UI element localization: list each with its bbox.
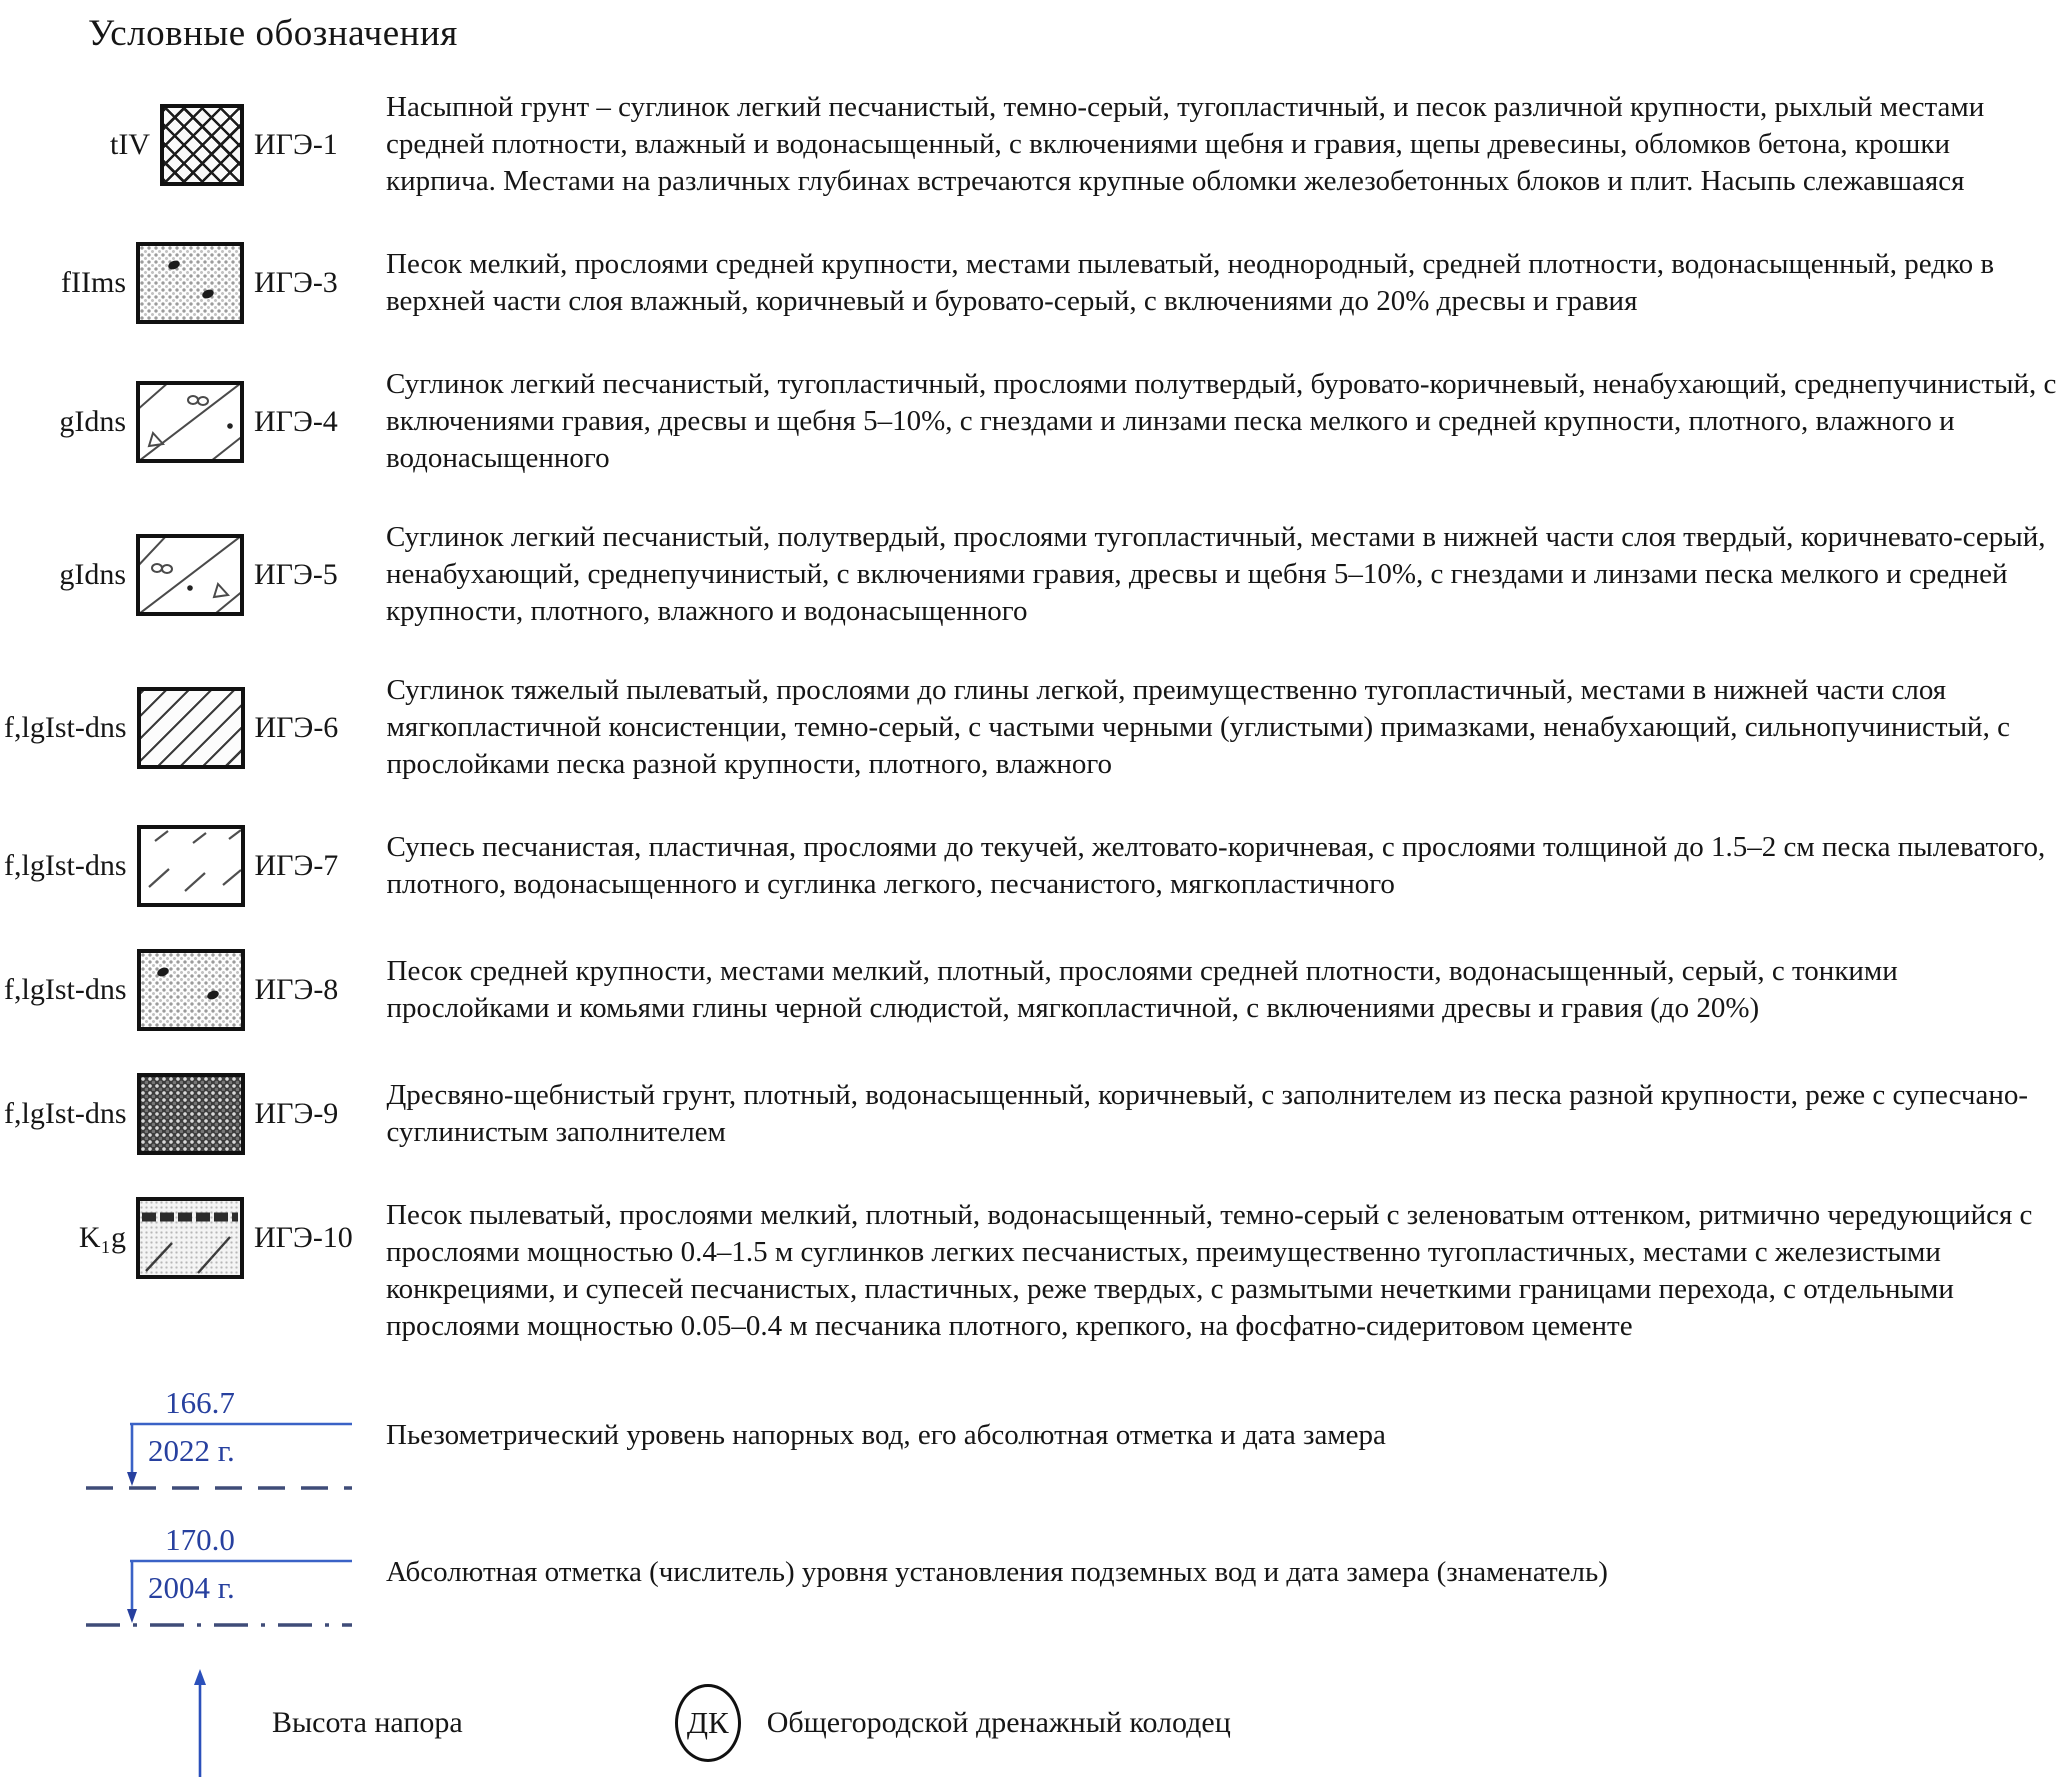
stratigraphic-code: f,lgIst-dns bbox=[4, 1097, 127, 1130]
soil-description: Суглинок тяжелый пылеватый, прослоями до глины легкой, преимущественно тугопластичный, местами в нижней части слоя мягкопластичной консистенции, темно-серый, с частыми черными (углистыми) примазками, ненабухающий, сильнопучинистый, с прослойками песка разной крупности, плотного, влажного bbox=[386, 674, 2010, 780]
ige-label: ИГЭ-8 bbox=[254, 973, 339, 1006]
soil-description: Супесь песчанистая, пластичная, прослоями до текучей, желтовато-коричневая, с прослоями толщиной до 1.5–2 см песка пылеватого, плотного, водонасыщенного и суглинка легкого, песчанистого, мягкопластичного bbox=[386, 831, 2046, 900]
soil-description: Суглинок легкий песчанистый, тугопластичный, прослоями полутвердый, буровато-коричневый, ненабухающий, среднепучинистый, с включениями гравия, дресвы и щебня 5–10%, с гнездами и линзами песка мелкого и средней крупности, плотного, влажного и водонасыщенного bbox=[386, 368, 2057, 474]
soil-swatch-loam-inclusions-icon bbox=[136, 534, 244, 616]
drain-well-icon bbox=[675, 1684, 741, 1762]
drain-well-label: Общегородской дренажный колодец bbox=[766, 1706, 1231, 1739]
soil-swatch-loam-inclusions-icon bbox=[136, 381, 244, 463]
ige-label: ИГЭ-3 bbox=[254, 266, 338, 299]
legend-entry-ige-4 bbox=[4, 366, 2062, 477]
water-elevation: 166.7 bbox=[165, 1387, 235, 1420]
water-level-entry-piezometric bbox=[4, 1387, 2062, 1506]
soil-description: Насыпной грунт – суглинок легкий песчанистый, темно-серый, тугопластичный, и песок различной крупности, рыхлый местами средней плотности, влажный и водонасыщенный, с включениями щебня и гравия, щепы древесины, обломков бетона, крошки кирпича. Местами на различных глубинах встречаются крупные обломки железобетонных блоков и плит. Насыпь слежавшаяся bbox=[386, 91, 1985, 197]
stratigraphic-code: gIdns bbox=[59, 557, 126, 591]
soil-swatch-dotted-sand-icon bbox=[136, 242, 244, 324]
legend-entry-ige-5 bbox=[4, 519, 2062, 630]
legend-entry-ige-9 bbox=[4, 1073, 2062, 1155]
legend-entry-ige-6 bbox=[4, 672, 2062, 783]
ige-label: ИГЭ-6 bbox=[254, 710, 339, 744]
stratigraphic-code: f,lgIst-dns bbox=[4, 710, 127, 744]
stratigraphic-code: tIV bbox=[110, 127, 150, 161]
soil-description: Песок мелкий, прослоями средней крупности, местами пылеватый, неоднородный, средней плотности, водонасыщенный, редко в верхней части слоя влажный, коричневый и буровато-серый, с включениями до 20% дресвы и гравия bbox=[386, 248, 1995, 317]
soil-swatch-diagonal-hatch-icon bbox=[137, 687, 245, 769]
stratigraphic-code: f,lgIst-dns bbox=[4, 973, 127, 1006]
legend-entry-ige-1 bbox=[4, 89, 2062, 200]
soil-swatch-layered-sand-icon bbox=[136, 1197, 244, 1279]
legend-entry-ige-8 bbox=[4, 949, 2062, 1031]
soil-description: Дресвяно-щебнистый грунт, плотный, водонасыщенный, коричневый, с заполнителем из песка разной крупности, реже с супесчано-суглинистым заполнителем bbox=[386, 1079, 2029, 1148]
ige-label: ИГЭ-7 bbox=[254, 849, 339, 882]
pressure-head-arrow-icon bbox=[190, 1669, 210, 1777]
ige-label: ИГЭ-4 bbox=[254, 404, 338, 438]
stratigraphic-code: fIIms bbox=[61, 266, 126, 299]
soil-description: Песок средней крупности, местами мелкий, плотный, прослоями средней плотности, водонасыщенный, серый, с тонкими прослойками и комьями глины черной слюдистой, мягкопластичной, с включениями дресвы и гравия (до 20%) bbox=[386, 955, 1898, 1024]
legend-entry-ige-10 bbox=[4, 1197, 2062, 1345]
soil-swatch-gravel-icon bbox=[137, 1073, 245, 1155]
measure-date: 2022 г. bbox=[148, 1433, 235, 1468]
piezometric-level-icon bbox=[82, 1387, 362, 1501]
bottom-symbols-row bbox=[190, 1669, 2062, 1777]
water-elevation: 170.0 bbox=[165, 1524, 235, 1557]
stratigraphic-code: gIdns bbox=[59, 404, 126, 438]
ige-label: ИГЭ-10 bbox=[254, 1221, 353, 1254]
measure-date: 2004 г. bbox=[148, 1570, 235, 1605]
groundwater-level-icon bbox=[82, 1524, 362, 1638]
soil-swatch-dotted-sand-icon bbox=[137, 949, 245, 1031]
soil-swatch-dashed-diagonal-icon bbox=[137, 825, 245, 907]
ige-label: ИГЭ-5 bbox=[254, 557, 338, 591]
soil-description: Суглинок легкий песчанистый, полутвердый, прослоями тугопластичный, местами в нижней части слоя твердый, коричневато-серый, ненабухающий, среднепучинистый, с включениями гравия, дресвы и щебня 5–10%, с гнездами и линзами песка мелкого и средней крупности, плотного, влажного и водонасыщенного bbox=[386, 521, 2046, 627]
legend-entry-ige-7 bbox=[4, 825, 2062, 907]
stratigraphic-code: K₁g bbox=[78, 1221, 126, 1254]
water-level-description: Пьезометрический уровень напорных вод, его абсолютная отметка и дата замера bbox=[386, 1419, 1386, 1451]
page-title: Условные обозначения bbox=[88, 13, 458, 54]
pressure-head-label: Высота напора bbox=[272, 1706, 463, 1739]
drain-well-icon-text: ДК bbox=[686, 1705, 729, 1740]
ige-label: ИГЭ-1 bbox=[254, 127, 338, 161]
legend-entry-ige-3 bbox=[4, 242, 2062, 324]
water-level-description: Абсолютная отметка (числитель) уровня установления подземных вод и дата замера (знаменатель) bbox=[386, 1556, 1608, 1588]
soil-swatch-crosshatch-icon bbox=[160, 104, 244, 186]
stratigraphic-code: f,lgIst-dns bbox=[4, 849, 127, 882]
soil-description: Песок пылеватый, прослоями мелкий, плотный, водонасыщенный, темно-серый с зеленоватым оттенком, ритмично чередующийся с прослоями мощностью 0.4–1.5 м суглинков легких песчанистых, преимущественно тугопластичных, местами с железистыми конкрециями, и супесей песчанистых, пластичных, реже твердых, с размытыми нечеткими границами перехода, с отдельными прослоями мощностью 0.05–0.4 м песчаника плотного, крепкого, на фосфатно-сидеритовом цементе bbox=[386, 1199, 2033, 1342]
ige-label: ИГЭ-9 bbox=[254, 1097, 339, 1130]
water-level-entry-groundwater bbox=[4, 1524, 2062, 1643]
